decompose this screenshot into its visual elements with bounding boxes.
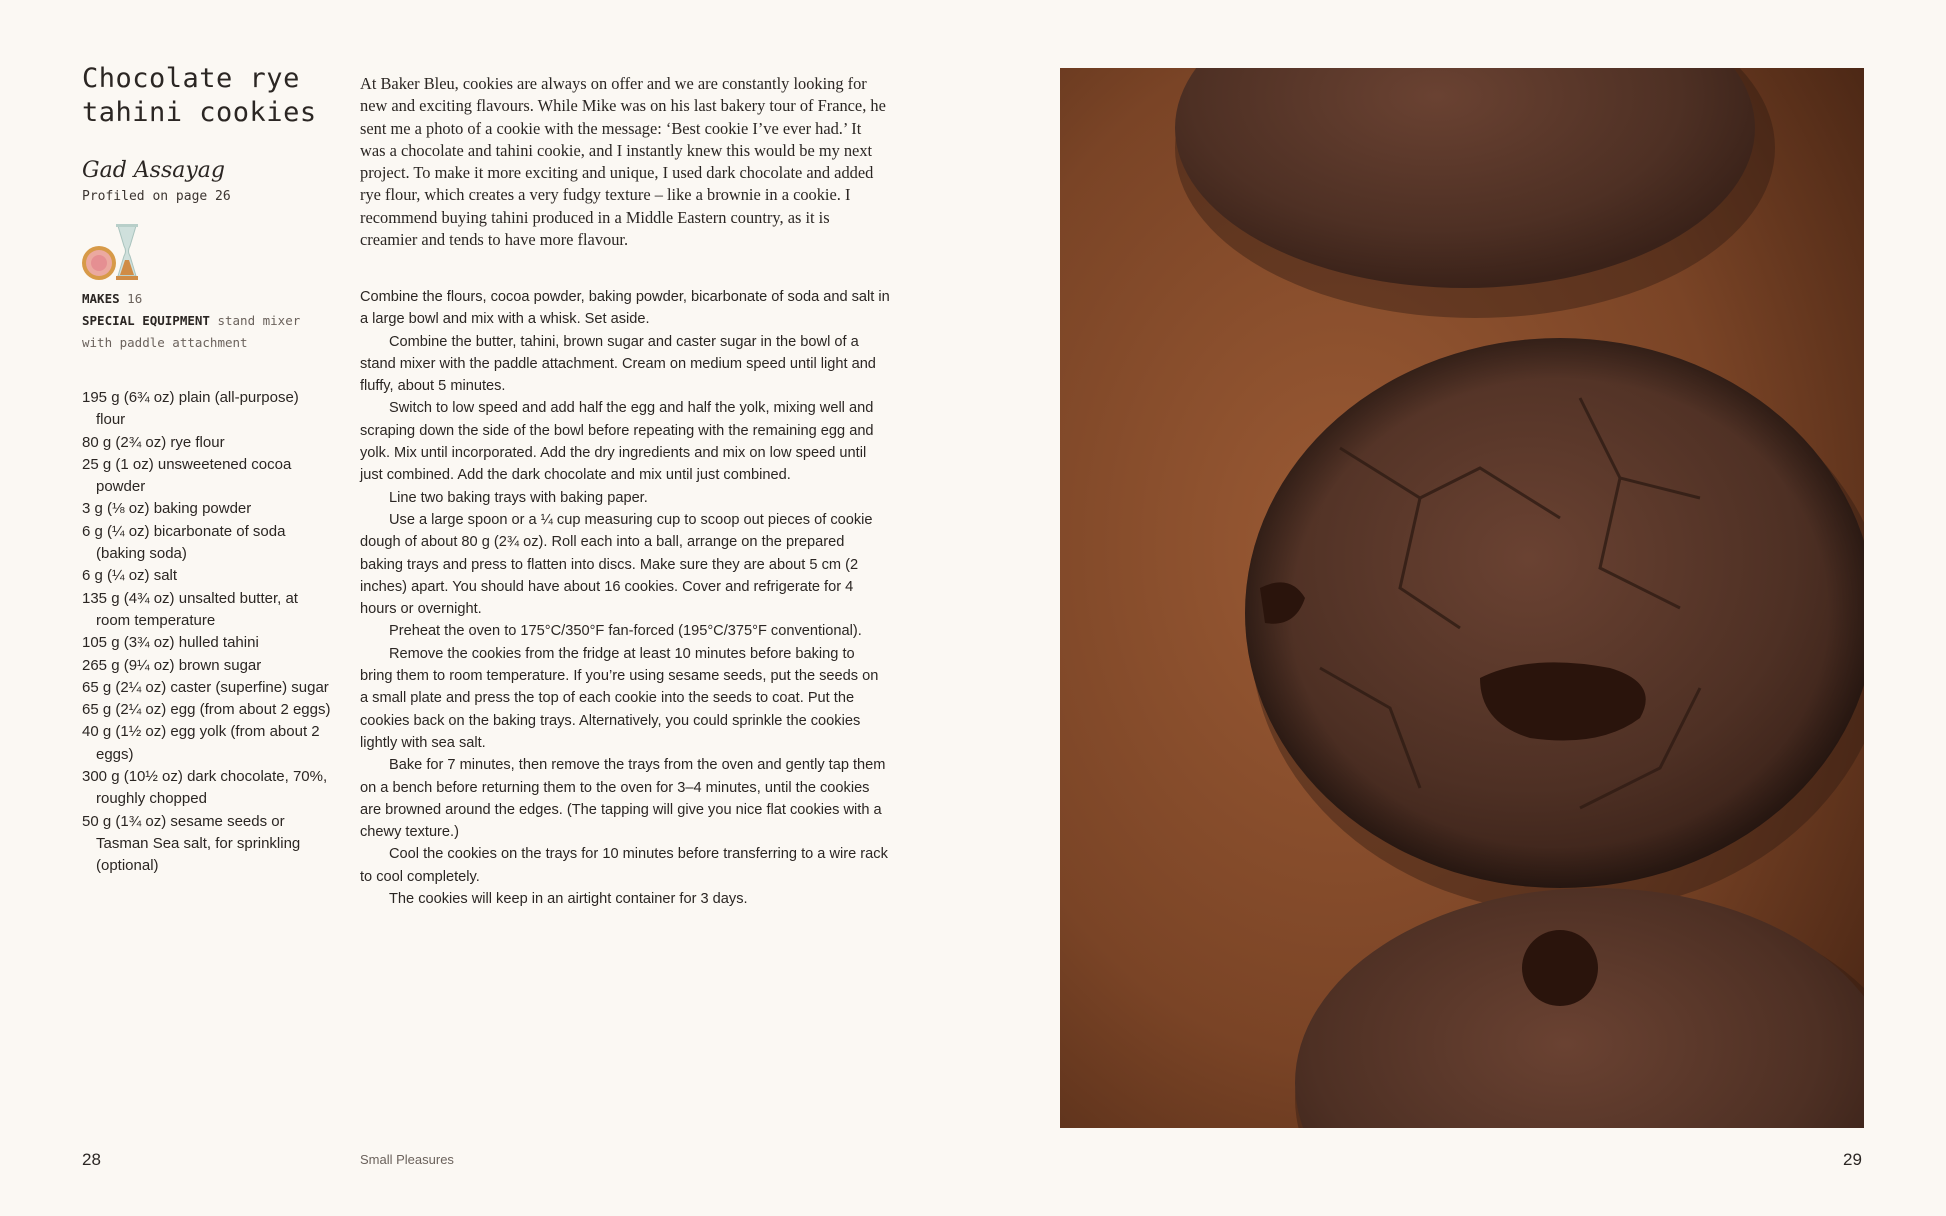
ingredient-item: 135 g (4¾ oz) unsalted butter, at room temperature — [82, 589, 298, 629]
page-number-left: 28 — [82, 1150, 101, 1169]
cookie-photo — [1060, 68, 1864, 1128]
ingredient-item: 195 g (6¾ oz) plain (all-purpose) flour — [82, 389, 299, 429]
method-step: Cool the cookies on the trays for 10 minutes before transferring to a wire rack to cool completely. — [360, 846, 888, 885]
method-steps — [360, 286, 890, 910]
makes-line — [82, 288, 327, 310]
ingredient-item: 6 g (¼ oz) salt — [82, 567, 178, 585]
method-step: Combine the flours, cocoa powder, baking powder, bicarbonate of soda and salt in a large bowl and mix with a whisk. Set aside. — [360, 289, 890, 328]
ingredient-item: 300 g (10½ oz) dark chocolate, 70%, roughly chopped — [82, 768, 328, 808]
ingredient-item: 105 g (3¾ oz) hulled tahini — [82, 634, 259, 652]
method-step: Bake for 7 minutes, then remove the trays from the oven and gently tap them on a bench before returning them to the oven for 3–4 minutes, until the cookies are browned around the edges. (The tapping will give you nice flat cookies with a chewy texture.) — [360, 757, 886, 841]
equipment-line — [82, 310, 327, 354]
makes-label: MAKES — [82, 291, 120, 306]
recipe-title: Chocolate rye tahini cookies — [82, 63, 317, 128]
method-step: Combine the butter, tahini, brown sugar and caster sugar in the bowl of a stand mixer with the paddle attachment. Cream on medium speed until light and fluffy, about 5 minutes. — [360, 333, 876, 395]
method-step: The cookies will keep in an airtight container for 3 days. — [389, 891, 748, 908]
recipe-icons — [82, 224, 152, 282]
makes-value: 16 — [127, 291, 143, 306]
ingredient-item: 65 g (2¼ oz) caster (superfine) sugar — [82, 678, 329, 696]
page-number-right: 29 — [1843, 1150, 1862, 1169]
author-name: Gad Assayag — [82, 158, 225, 183]
hourglass-icon — [116, 224, 138, 280]
ingredient-item: 65 g (2¼ oz) egg (from about 2 eggs) — [82, 701, 331, 719]
ingredient-item: 40 g (1½ oz) egg yolk (from about 2 eggs) — [82, 723, 320, 763]
ingredient-item: 6 g (¼ oz) bicarbonate of soda (baking soda) — [82, 522, 286, 563]
recipe-meta — [82, 288, 327, 354]
method-step: Preheat the oven to 175°C/350°F fan-forced (195°C/375°F conventional). — [389, 623, 862, 640]
method-step: Remove the cookies from the fridge at least 10 minutes before baking to bring them to room temperature. If you’re using sesame seeds, put the seeds on a small plate and press the top of each cookie into the seeds to coat. Put the cookies back on the baking trays. Alternatively, you could sprinkle the cookies lightly with sea salt. — [360, 645, 879, 751]
ingredient-item: 3 g (⅛ oz) baking powder — [82, 500, 252, 518]
ingredient-item: 50 g (1¾ oz) sesame seeds or Tasman Sea salt, for sprinkling (optional) — [82, 812, 301, 875]
equipment-value: stand mixer with paddle attachment — [82, 313, 301, 350]
ingredient-item: 25 g (1 oz) unsweetened cocoa powder — [82, 455, 292, 496]
running-head: Small Pleasures — [360, 1152, 454, 1167]
cookie-icon — [82, 246, 116, 280]
profile-reference: Profiled on page 26 — [82, 189, 231, 204]
method-step: Use a large spoon or a ¼ cup measuring cup to scoop out pieces of cookie dough of about 80 g (2¾ oz). Roll each into a ball, arrange on the prepared baking trays and press to flatten into discs. Make sure they are about 5 cm (2 inches) apart. You should have about 16 cookies. Cover and refrigerate for 4 hours or overnight. — [360, 511, 873, 618]
method-step: Line two baking trays with baking paper. — [389, 489, 648, 506]
ingredient-list — [82, 387, 332, 878]
method-step: Switch to low speed and add half the egg and half the yolk, mixing well and scraping down the side of the bowl before repeating with the remaining egg and yolk. Mix until incorporated. Add the dry ingredients and mix on low speed until just combined. Add the dark chocolate and mix until just combined. — [360, 400, 874, 484]
ingredient-item: 80 g (2¾ oz) rye flour — [82, 433, 225, 451]
recipe-intro: At Baker Bleu, cookies are always on offer and we are constantly looking for new and exciting flavours. While Mike was on his last bakery tour of France, he sent me a photo of a cookie with the message: ‘Best cookie I’ve ever had.’ It was a chocolate and tahini cookie, and I instantly knew this would be my next project. To make it more exciting and unique, I used dark chocolate and added rye flour, which creates a very fudgy texture – like a brownie in a cookie. I recommend buying tahini produced in a Middle Eastern country, as it is creamier and tends to have more flavour. — [360, 74, 886, 250]
equipment-label: SPECIAL EQUIPMENT — [82, 313, 210, 328]
ingredient-item: 265 g (9¼ oz) brown sugar — [82, 656, 262, 674]
